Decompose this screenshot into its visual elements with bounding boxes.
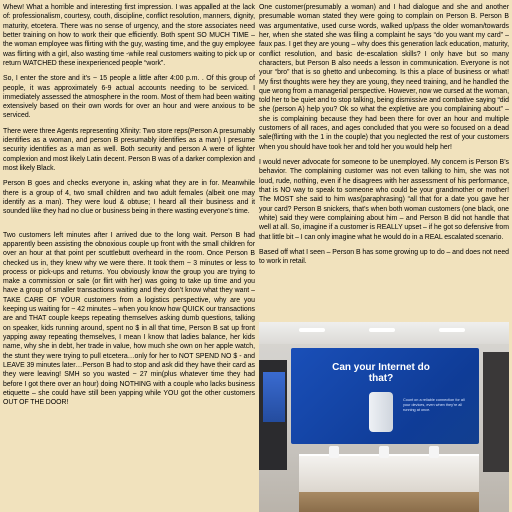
paragraph-person-b-check-in: Person B goes and checks everyone in, asking what they are in for. Meanwhile there is a group of 4, two small children and two adult females (albeit one may identify as a man). They were loud & obtuse; I heard all their business and it sounded like they had no clue or business being in there wasting everyone’s time. [3,180,255,216]
counter-device [429,446,439,458]
paragraph-intro: Whew! What a horrible and interesting first impression. I was appalled at the lack of: professionalism, courtesy, couth, discipline, conflict resolution, manners, dignity, maturity, etcetera. There was no sense of urgency, and the store associates need better training on how to work their que efficiently. Both spent SO MUCH TIME – the woman employee was flirting with the guy, wasting time, and the guy employee was flirting with a girl, also wasting time -while real customers waiting to pick up or return WATCHED these inexperienced people “work”. [3,4,255,67]
ceiling-light [299,328,325,332]
right-column [259,0,509,272]
sign-headline: Can your Internet do that? [332,362,430,384]
paragraph-store-entry: So, I enter the store and it’s ~ 15 people a little after 4:00 p.m. . Of this group of people, it was approximately 6-9 actual accounts needing to be serviced. I immediately assessed the atmosphere in the room. Most of them had been waiting extensively based on their own words for over an hour and were anxious to be serviced. [3,75,255,120]
paragraph-wait-details: Two customers left minutes after I arrived due to the long wait. Person B had apparently been assisting the obnoxious couple up front with the small children for over an hour at that point per scuttlebutt overheard in the room. Once Person B checked us in, they knew why we were there. It took them ~ 3 minutes or less to process or pick-ups and returns. You obviously know the group you are trying to make a commission or sale (or flirt with her) was going to take up time and you have a group of smaller transactions waiting and they don’t know what they want – TAKE CARE OF YOUR customers from a logistics perspective, why are you keeping us waiting for ~ 42 minutes – when you know how QUICK our transactions are and THAT couple keeps repeating themselves asking dumb questions, talking on speaker, kids running around, spent no $ in all that time, Person B sat up front yapping away repeating themselves, I mean I know that ladies balance, her kids name, why she in debt, her trade in value, how much she own on her apple watch, the stunt they were trying to pull etcetera…only for her to NOT SPEND NO $ - and LEAVE 39 minutes later…Person B had to stop and ask did they have their card as they were leaving! SMH so you wasted ~ 27 min(plus whatever time they had before I got there over an hour) doing NOTHING with a couple who lacks business etiquette – she could have still been yapping while YOU got the other customers OUT OF THE DOOR! [3,231,255,407]
ceiling-light [369,328,395,332]
paragraph-agents: There were three Agents representing Xfinity: Two store reps(Person A presumably identifies as a woman, and person B presumably identifies as a man) I presume security identifies as a man as well. Both security and person A were of lighter complexion and most likely Latin decent. Person B was of a darker complexion and most likely Black. [3,127,255,172]
right-display-wall [483,352,509,472]
counter-device [379,446,389,458]
left-column [3,0,255,414]
paragraph-complaint-dialogue: One customer(presumably a woman) and I had dialogue and she and another presumable woman stated they were going to complain on Person B. Person B was argumentative, used curse words, walked up/pass the older woman/towards her, when she stated she was filing a complaint he says “do you want my card” – faux pas. I get they are young – why does this generation lack education, maturity, conflict resolution, and basic de-escalation skills? I only have but so many characters, but Person B also needs a lesson in communication. Everyone is not your “bro” that is so ghetto and unbecoming. Is this a place of business or what! My first thoughts were hey they are young, they need training, and he handled the que wrong from a managerial perspective. However, now we cursed at the woman, told her to be quiet and to stop talking, being dismissive and combative saying “did she (person A) help you? Ok so what the expletive are you complaining about” – she is complaining because they had been there for over an hour and multiple customers of all races, and ages concluded that you were so focused on a dead sale(flirting with the 1 in the couple) that you neglected the rest of your customers when you should have took her and told her you would help her! [259,4,509,151]
paragraph-conclusion: Based off what I seen – Person B has some growing up to do – and does not need to work in retail. [259,248,509,266]
wall-advertisement-sign [291,348,479,444]
paragraph-behavior-concern: I would never advocate for someone to be unemployed. My concern is Person B’s behavior. The complaining customer was not even talking to him, she was not loud, rude, nothing, even if he disagrees with her assessment of his performance, that is NO way to speak to someone who could be your grandmother or mother! The MOST she said to him was(paraphrasing) “all that for a date you gave her your card? Person B snickers, that’s when both woman customers (one black, one white) said they were complaining about him – and Person B did not handle that well at all. So, imagine if a customer is REALLY upset – if he got so defensive from that little bit – I can only imagine what he would do in a REAL escalated scenario. [259,159,509,241]
left-display-screen [263,372,285,422]
store-interior-photo [259,322,509,512]
counter-device [329,446,339,458]
sign-subtext: Count on a reliable connection for all your devices, even when they’re all running at once. [403,398,465,412]
ceiling-light [439,328,465,332]
store-ceiling [259,322,509,344]
display-counter [299,454,479,496]
counter-wood-base [299,492,479,512]
router-device-graphic [369,392,393,432]
